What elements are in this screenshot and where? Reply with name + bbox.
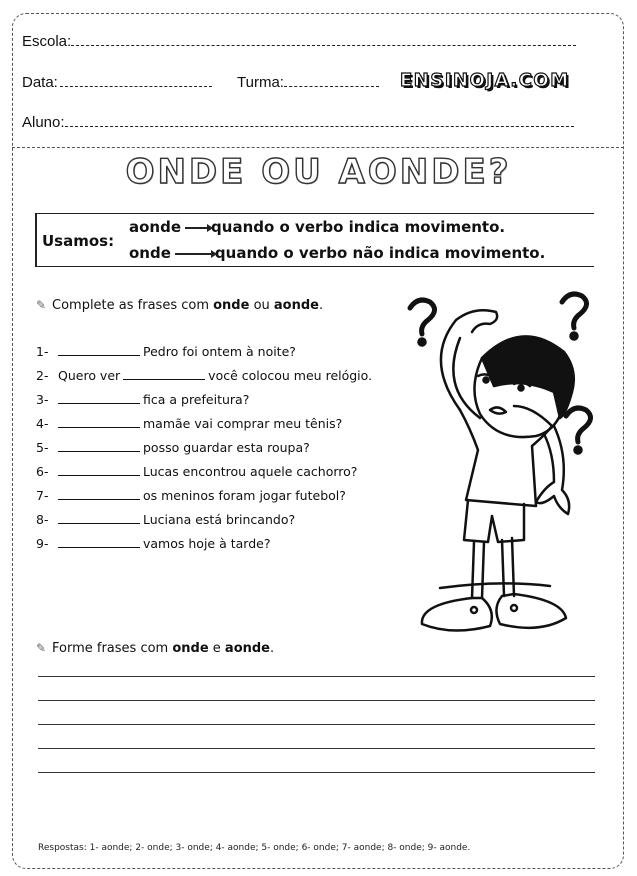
worksheet-title: ONDE OU AONDE? (125, 152, 512, 192)
exercise-item (36, 416, 342, 431)
exercise-text: você colocou meu relógio. (208, 368, 373, 383)
rule-line-aonde (129, 218, 505, 236)
rule-line-onde (129, 244, 545, 262)
answer-blank[interactable] (58, 346, 140, 356)
rule-text: quando o verbo indica movimento. (211, 218, 506, 236)
instruction-text: e (208, 641, 225, 656)
exercise-text: vamos hoje à tarde? (143, 536, 271, 551)
instruction-complete (36, 298, 323, 313)
answer-blank[interactable] (58, 442, 140, 452)
answer-blank[interactable] (58, 490, 140, 500)
exercise-text: Luciana está brincando? (143, 512, 296, 527)
answer-blank[interactable] (58, 466, 140, 476)
aluno-input-line[interactable] (65, 115, 574, 127)
exercise-number: 3- (36, 392, 49, 407)
turma-label: Turma: (237, 74, 284, 91)
rule-box (35, 213, 594, 267)
instruction-text: ou (249, 298, 274, 313)
exercise-text: fica a prefeitura? (143, 392, 250, 407)
rule-word: aonde (129, 218, 182, 236)
aluno-label: Aluno: (22, 114, 65, 131)
exercise-number: 1- (36, 344, 49, 359)
exercise-number: 6- (36, 464, 49, 479)
escola-label: Escola: (22, 33, 72, 50)
exercise-item (36, 512, 295, 527)
exercise-number: 9- (36, 536, 49, 551)
exercise-text: mamãe vai comprar meu tênis? (143, 416, 343, 431)
question-mark-icon (562, 294, 587, 340)
data-input-line[interactable] (60, 75, 212, 87)
instruction-text: . (270, 641, 275, 656)
exercise-prefix: Quero ver (58, 368, 121, 383)
arrow-right-icon (185, 227, 209, 229)
data-field[interactable] (22, 74, 212, 91)
answer-blank[interactable] (58, 418, 140, 428)
writing-line[interactable] (38, 724, 595, 725)
rule-text: quando o verbo não indica movimento. (214, 244, 546, 262)
turma-input-line[interactable] (284, 75, 379, 87)
exercise-item (36, 536, 270, 551)
writing-line[interactable] (38, 772, 595, 773)
exercise-item (36, 440, 310, 455)
exercise-text: Pedro foi ontem à noite? (143, 344, 296, 359)
brand-logo: ENSINOJA.COM (400, 70, 570, 91)
exercise-item (36, 368, 372, 383)
answer-blank[interactable] (123, 370, 205, 380)
exercise-item (36, 464, 357, 479)
instruction-text: Complete as frases com (52, 298, 214, 313)
exercise-text: os meninos foram jogar futebol? (143, 488, 346, 503)
rule-label: Usamos: (42, 232, 115, 250)
answer-blank[interactable] (58, 538, 140, 548)
keyword-aonde: aonde (273, 298, 319, 313)
instruction-text: . (319, 298, 324, 313)
instruction-form-sentences (36, 641, 274, 656)
question-mark-icon (566, 408, 591, 454)
keyword-onde: onde (172, 641, 209, 656)
exercise-text: posso guardar esta roupa? (143, 440, 310, 455)
data-label: Data: (22, 74, 58, 91)
exercise-number: 2- (36, 368, 49, 383)
keyword-onde: onde (213, 298, 250, 313)
writing-line[interactable] (38, 700, 595, 701)
instruction-text: Forme frases com (52, 641, 173, 656)
header-divider (12, 147, 624, 148)
aluno-field[interactable] (22, 114, 574, 131)
pencil-icon: ✎ (36, 641, 47, 655)
exercise-item (36, 392, 249, 407)
writing-line[interactable] (38, 748, 595, 749)
confused-boy-illustration (390, 288, 610, 638)
exercise-text: Lucas encontrou aquele cachorro? (143, 464, 358, 479)
exercise-number: 7- (36, 488, 49, 503)
exercise-number: 8- (36, 512, 49, 527)
exercise-number: 4- (36, 416, 49, 431)
exercise-number: 5- (36, 440, 49, 455)
answer-blank[interactable] (58, 514, 140, 524)
answer-blank[interactable] (58, 394, 140, 404)
keyword-aonde: aonde (224, 641, 271, 656)
answer-key: Respostas: 1- aonde; 2- onde; 3- onde; 4- aonde; 5- onde; 6- onde; 7- aonde; 8- onde; 9- aonde. (38, 843, 471, 853)
escola-field[interactable] (22, 33, 576, 50)
writing-line[interactable] (38, 676, 595, 677)
turma-field[interactable] (237, 74, 379, 91)
pencil-icon: ✎ (36, 298, 47, 312)
escola-input-line[interactable] (71, 34, 576, 46)
exercise-item (36, 488, 346, 503)
arrow-right-icon (175, 253, 213, 255)
exercise-item (36, 344, 296, 359)
rule-word: onde (129, 244, 171, 262)
question-mark-icon (410, 300, 435, 346)
